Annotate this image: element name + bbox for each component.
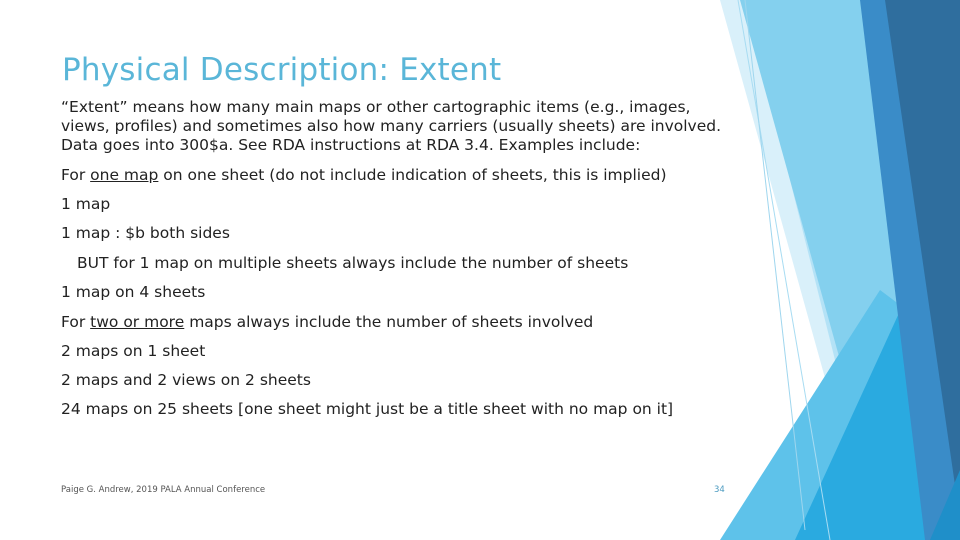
intro-paragraph: “Extent” means how many main maps or other cartographic items (e.g., images, views, profiles) and sometimes also how many carriers (usually sheets) are involved. Data goes into 300$a. See RDA instructions at RDA 3.4. Examples include:: [61, 98, 722, 154]
example-line: 1 map on 4 sheets: [61, 282, 206, 301]
page-number: 34: [714, 485, 725, 495]
one-map-line: [61, 165, 741, 185]
example-line: 2 maps on 1 sheet: [61, 341, 206, 360]
example-line: 1 map: [61, 195, 111, 214]
slide-title: Physical Description: Extent: [62, 52, 502, 88]
example-line: 24 maps on 25 sheets [one sheet might just be a title sheet with no map on it]: [61, 400, 674, 419]
two-or-more-emphasis: two or more: [90, 312, 185, 331]
slide-footer: Paige G. Andrew, 2019 PALA Annual Conference: [61, 485, 266, 495]
one-map-suffix: on one sheet (do not include indication of sheets, this is implied): [158, 166, 667, 184]
two-or-more-line: [61, 312, 741, 332]
two-or-more-suffix: maps always include the number of sheets involved: [184, 312, 594, 331]
one-map-prefix: For: [61, 166, 91, 184]
two-or-more-prefix: For: [61, 312, 91, 331]
example-line: 1 map : $b both sides: [61, 224, 230, 243]
but-note-line: BUT for 1 map on multiple sheets always include the number of sheets: [77, 253, 629, 272]
slide-body: [61, 98, 741, 429]
one-map-emphasis: one map: [90, 166, 159, 184]
example-line: 2 maps and 2 views on 2 sheets: [61, 371, 311, 390]
